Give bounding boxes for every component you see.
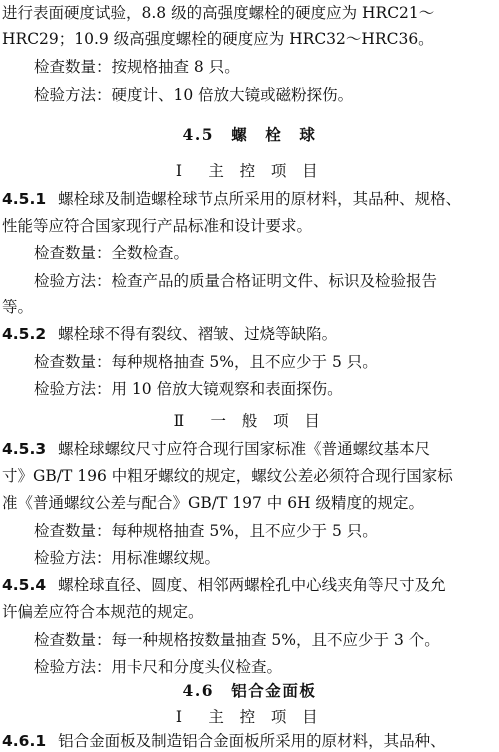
text-line: 准《普通螺纹公差与配合》GB/T 197 中 6H 级精度的规定。 — [2, 494, 425, 512]
text-line: 许偏差应符合本规范的规定。 — [2, 603, 204, 621]
subsection-heading: Ⅰ 主 控 项 目 — [175, 708, 324, 726]
clause-line — [0, 730, 499, 752]
text-line: 检验方法：用卡尺和分度头仪检查。 — [34, 658, 283, 676]
clause-text: 铝合金面板及制造铝合金面板所采用的原材料，其品种、 — [58, 732, 446, 750]
clause-line — [0, 188, 499, 210]
text-line: 寸》GB/T 196 中粗牙螺纹的规定，螺纹公差必须符合现行国家标 — [2, 467, 453, 485]
text-line: HRC29；10.9 级高强度螺栓的硬度应为 HRC32～HRC36。 — [2, 30, 434, 48]
clause-number: 4.5.3 — [2, 440, 47, 458]
clause-line — [0, 574, 499, 596]
clause-line — [0, 323, 499, 345]
clause-line — [0, 438, 499, 460]
text-line: 性能等应符合国家现行产品标准和设计要求。 — [2, 217, 313, 235]
clause-number: 4.5.4 — [2, 576, 47, 594]
text-line: 检查数量：每种规格抽查 5%，且不应少于 5 只。 — [34, 353, 378, 371]
clause-text: 螺栓球直径、圆度、相邻两螺栓孔中心线夹角等尺寸及允 — [58, 576, 446, 594]
clause-number: 4.6.1 — [2, 732, 47, 750]
text-line: 检查数量：每一种规格按数量抽查 5%，且不应少于 3 个。 — [34, 631, 440, 649]
text-line: 检查数量：每种规格抽查 5%，且不应少于 5 只。 — [34, 522, 378, 540]
section-heading: 4.6 铝合金面板 — [182, 681, 317, 700]
text-line: 进行表面硬度试验，8.8 级的高强度螺栓的硬度应为 HRC21～ — [2, 4, 435, 22]
clause-number: 4.5.1 — [2, 190, 47, 208]
section-heading: 4.5 螺 栓 球 — [182, 125, 317, 144]
text-line: 检查数量：按规格抽查 8 只。 — [34, 58, 240, 76]
text-line: 检验方法：用 10 倍放大镜观察和表面探伤。 — [34, 380, 343, 398]
text-line: 检验方法：用标准螺纹规。 — [34, 549, 221, 567]
text-line: 检查数量：全数检查。 — [34, 244, 190, 262]
clause-number: 4.5.2 — [2, 325, 47, 343]
clause-text: 螺栓球不得有裂纹、褶皱、过烧等缺陷。 — [58, 325, 338, 343]
clause-text: 螺栓球及制造螺栓球节点所采用的原材料，其品种、规格、 — [58, 190, 462, 208]
text-line: 检验方法：硬度计、10 倍放大镜或磁粉探伤。 — [34, 86, 354, 104]
subsection-heading: Ⅱ 一 般 项 目 — [173, 412, 326, 430]
text-line: 检验方法：检查产品的质量合格证明文件、标识及检验报告 — [34, 272, 438, 290]
clause-text: 螺栓球螺纹尺寸应符合现行国家标准《普通螺纹基本尺 — [58, 440, 431, 458]
text-line: 等。 — [2, 298, 34, 316]
subsection-heading: Ⅰ 主 控 项 目 — [175, 162, 324, 180]
